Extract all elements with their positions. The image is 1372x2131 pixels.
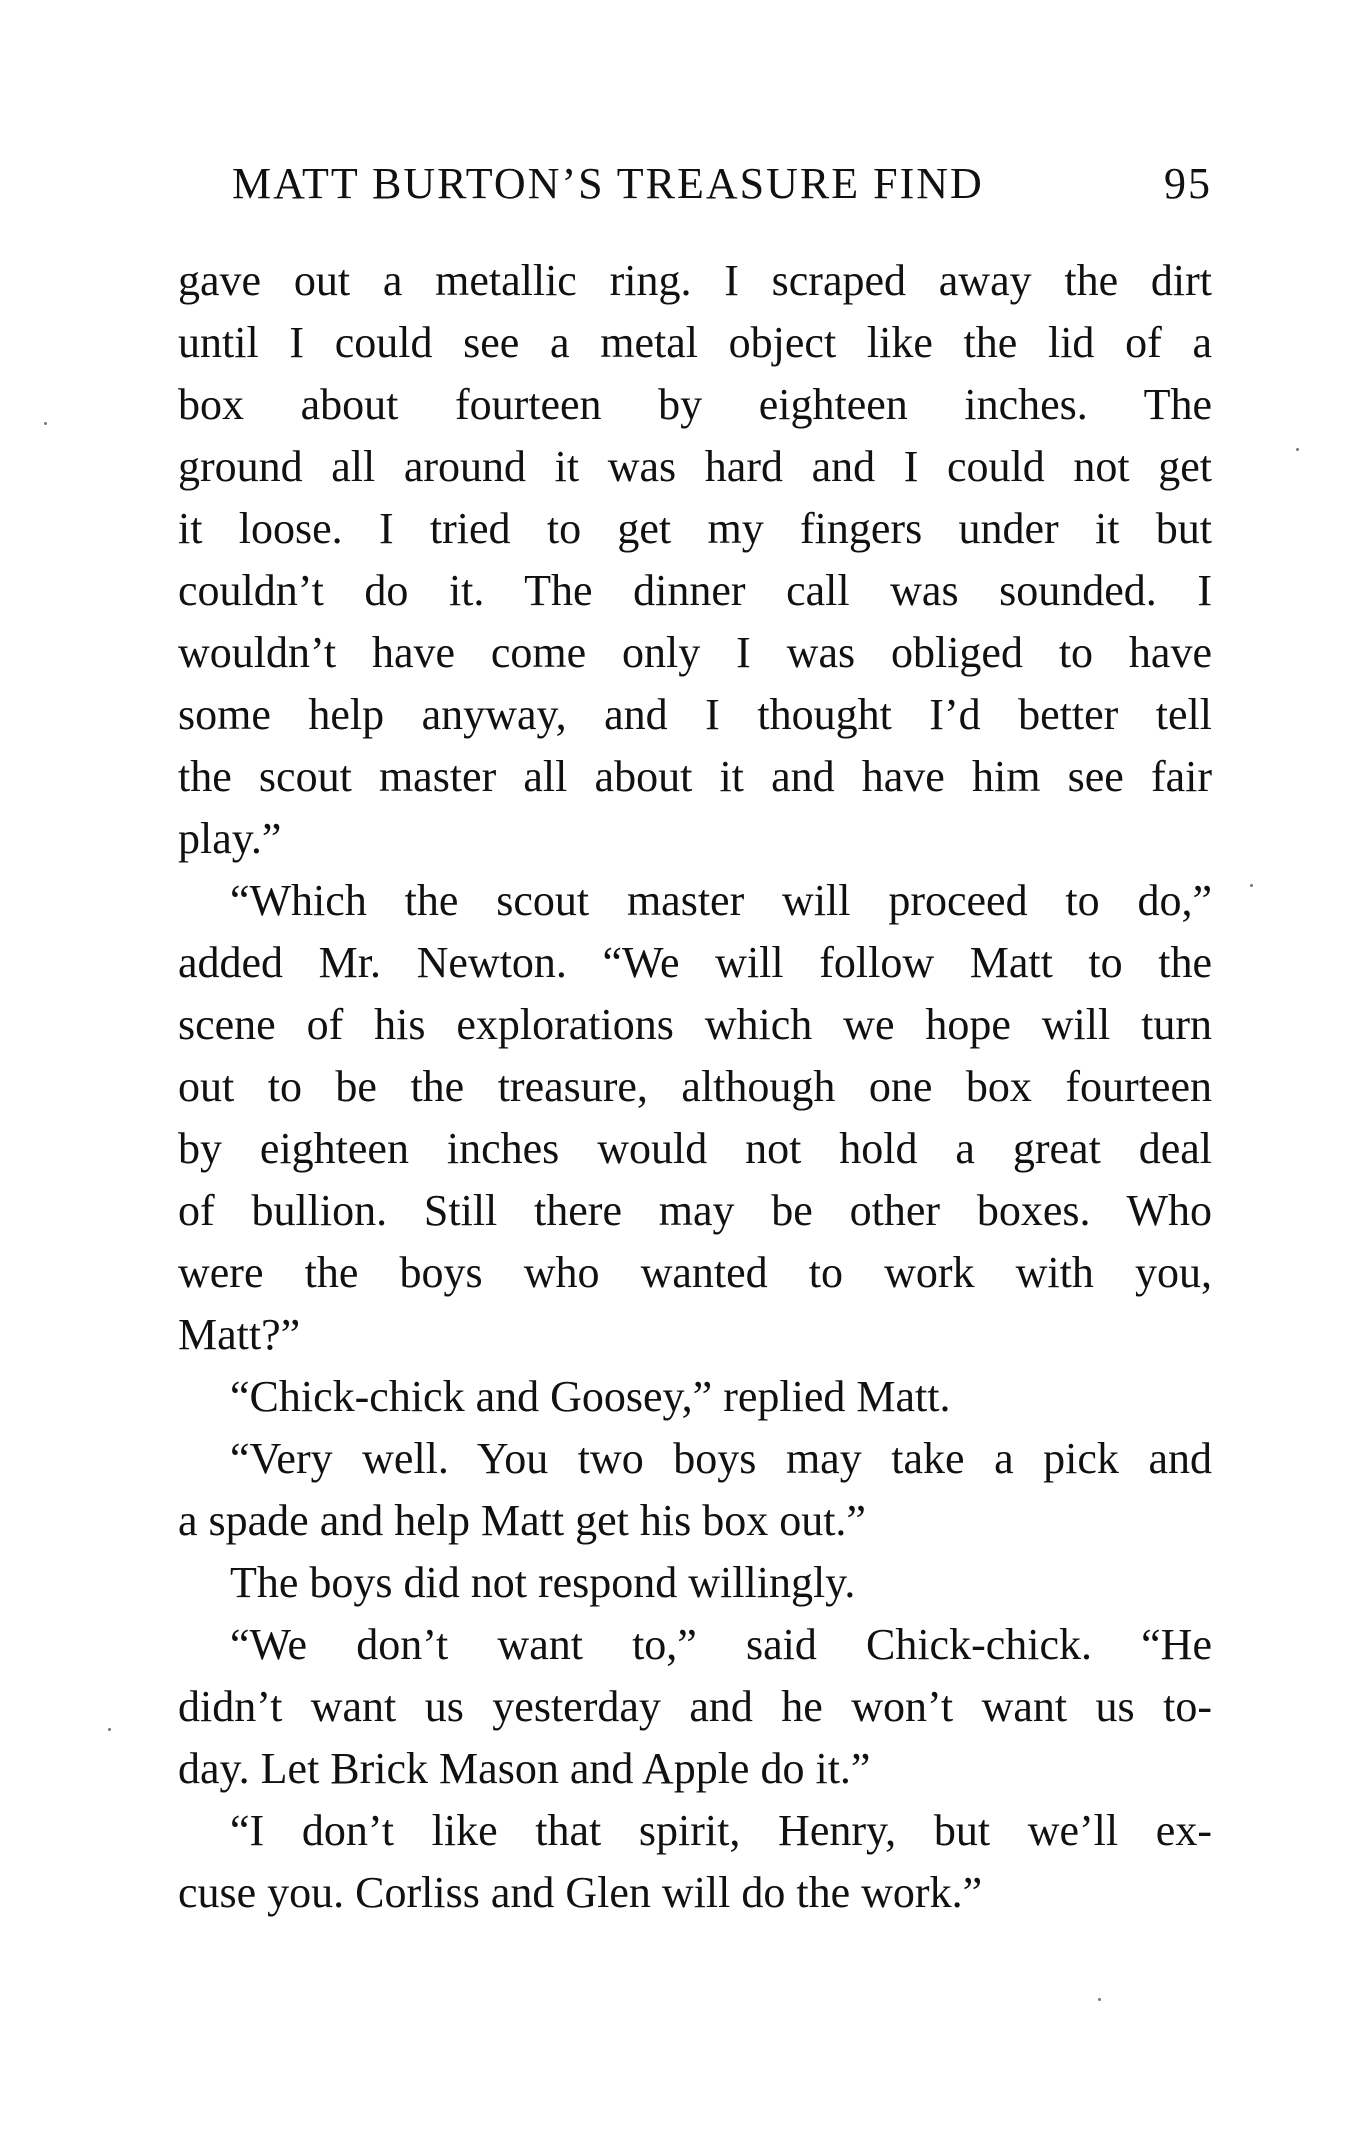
text-line: The boys did not respond willingly.: [230, 1558, 856, 1607]
paper-speck: [1098, 1998, 1101, 2001]
text-line: some help anyway, and I thought I’d better tell: [178, 690, 1212, 739]
text-line: were the boys who wanted to work with you,: [178, 1248, 1212, 1297]
text-line: day. Let Brick Mason and Apple do it.”: [178, 1744, 871, 1793]
text-line: wouldn’t have come only I was obliged to have: [178, 628, 1212, 677]
page-number: 95: [1164, 159, 1212, 208]
text-line: cuse you. Corliss and Glen will do the work.”: [178, 1868, 983, 1917]
running-head: [232, 158, 1212, 218]
text-line: “Which the scout master will proceed to do,”: [230, 876, 1212, 925]
text-line: couldn’t do it. The dinner call was sounded. I: [178, 566, 1212, 615]
text-line: added Mr. Newton. “We will follow Matt to the: [178, 938, 1212, 987]
text-line: “Chick-chick and Goosey,” replied Matt.: [230, 1372, 951, 1421]
text-line: scene of his explorations which we hope will turn: [178, 1000, 1212, 1049]
text-line: “I don’t like that spirit, Henry, but we’ll ex-: [230, 1806, 1212, 1855]
paper-speck: [1296, 448, 1299, 451]
paper-speck: [108, 1728, 111, 1731]
text-line: out to be the treasure, although one box fourteen: [178, 1062, 1212, 1111]
text-line: by eighteen inches would not hold a great deal: [178, 1124, 1212, 1173]
text-line: play.”: [178, 814, 282, 863]
text-line: didn’t want us yesterday and he won’t want us to-: [178, 1682, 1212, 1731]
text-line: Matt?”: [178, 1310, 301, 1359]
text-line: the scout master all about it and have him see fair: [178, 752, 1212, 801]
text-line: until I could see a metal object like the lid of a: [178, 318, 1212, 367]
text-line: of bullion. Still there may be other boxes. Who: [178, 1186, 1212, 1235]
paper-speck: [1250, 884, 1253, 887]
text-line: box about fourteen by eighteen inches. The: [178, 380, 1212, 429]
paper-speck: [44, 422, 47, 425]
running-head-title: MATT BURTON’S TREASURE FIND: [232, 159, 984, 208]
text-line: it loose. I tried to get my fingers under it but: [178, 504, 1212, 553]
body-text: [178, 250, 1212, 1924]
text-line: ground all around it was hard and I could not get: [178, 442, 1212, 491]
text-line: “We don’t want to,” said Chick-chick. “He: [230, 1620, 1212, 1669]
text-line: gave out a metallic ring. I scraped away the dirt: [178, 256, 1212, 305]
text-line: “Very well. You two boys may take a pick and: [230, 1434, 1212, 1483]
text-line: a spade and help Matt get his box out.”: [178, 1496, 866, 1545]
